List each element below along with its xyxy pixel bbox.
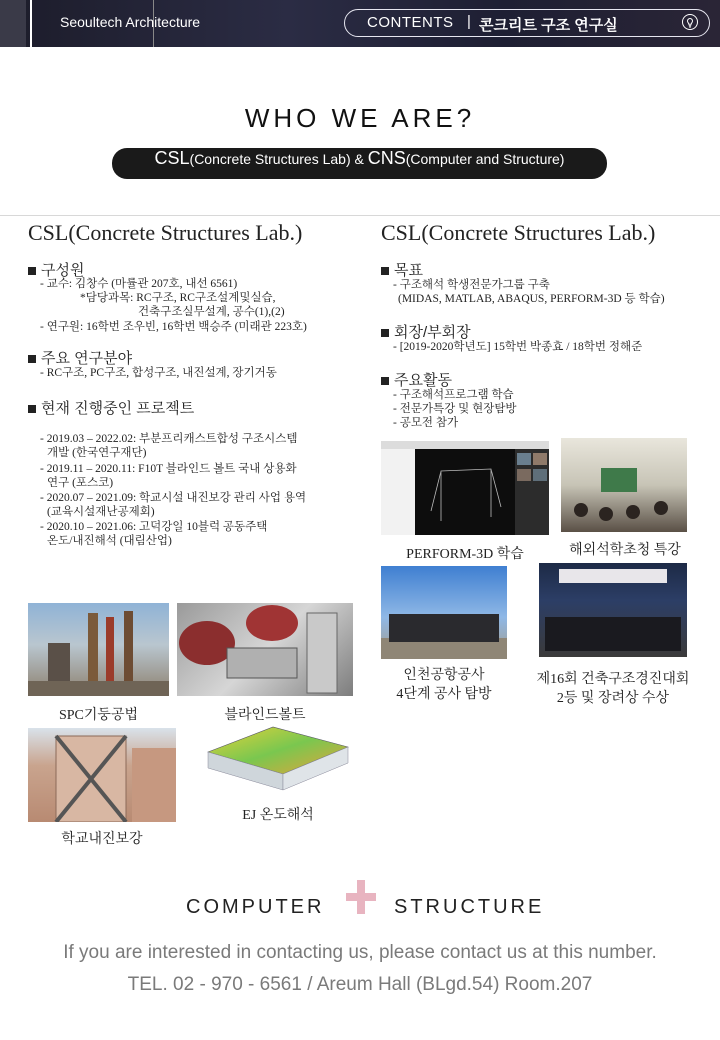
bullet-square-icon (381, 267, 389, 275)
member-line: *담당과목: RC구조, RC구조설계및실습, (80, 292, 276, 304)
software-window-icon (381, 441, 549, 535)
activities-heading (381, 369, 452, 390)
csl-label: CSL (154, 148, 190, 168)
leaders-heading (381, 321, 471, 342)
project-line: 온도/내진해석 (대림산업) (47, 535, 172, 547)
header-stripe (0, 0, 26, 47)
perform3d-screenshot (381, 441, 549, 535)
seminar-room-icon (561, 438, 687, 532)
projects-heading (28, 397, 194, 418)
activity-line: - 구조해석프로그램 학습 (393, 389, 514, 401)
award-ceremony-icon (539, 563, 687, 657)
project-line: (교육시설재난공제회) (47, 506, 155, 518)
blind-bolt-photo (177, 603, 353, 696)
photo-caption: 블라인드볼트 (224, 708, 306, 723)
cns-desc: (Computer and Structure) (405, 151, 565, 167)
footer-structure: STRUCTURE (394, 896, 545, 918)
bullet-square-icon (381, 329, 389, 337)
photo-caption: 4단계 공사 탐방 (396, 687, 492, 702)
goal-line: (MIDAS, MATLAB, ABAQUS, PERFORM-3D 등 학습) (398, 293, 665, 305)
incheon-airport-photo (381, 566, 507, 659)
photo-caption: PERFORM-3D 학습 (406, 547, 524, 562)
lightbulb-icon (681, 14, 699, 32)
goal-heading (381, 259, 423, 280)
leaders-heading-label: 회장/부회장 (394, 324, 471, 341)
bolt-test-icon (177, 603, 353, 696)
goal-heading-label: 목표 (394, 262, 423, 279)
photo-caption: 학교내진보강 (61, 832, 143, 847)
lecture-photo (561, 438, 687, 532)
brand-name[interactable]: Seoultech Architecture (60, 14, 201, 30)
building-brace-icon (28, 728, 176, 822)
contents-pill[interactable] (344, 9, 710, 37)
contact-text: If you are interested in contacting us, please contact us at this number. (63, 942, 657, 963)
research-heading-label: 주요 연구분야 (41, 350, 133, 367)
project-line: - 2020.10 – 2021.06: 고덕강일 10블럭 공동주택 (40, 521, 268, 533)
research-heading (28, 347, 132, 368)
activity-line: - 공모전 참가 (393, 417, 459, 429)
member-line: - 연구원: 16학번 조우빈, 16학번 백승주 (미래관 223호) (40, 321, 307, 333)
photo-caption: 해외석학초청 특강 (569, 543, 681, 558)
thermal-analysis-icon (203, 722, 353, 794)
photo-caption: 2등 및 장려상 수상 (556, 691, 670, 706)
contact-tel[interactable]: TEL. 02 - 970 - 6561 / Areum Hall (BLgd.54) Room.207 (127, 974, 593, 995)
contents-label: CONTENTS (367, 14, 454, 31)
cns-label: CNS (367, 148, 406, 168)
members-heading-label: 구성원 (41, 262, 85, 279)
school-retrofit-photo (28, 728, 176, 822)
right-title: CSL(Concrete Structures Lab.) (381, 220, 656, 245)
construction-site-icon (28, 603, 169, 696)
project-line: - 2019.03 – 2022.02: 부분프리캐스트합성 구조시스템 (40, 433, 298, 445)
subtitle-bar (112, 148, 607, 179)
leaders-line: - [2019-2020학년도] 15학번 박종효 / 18학번 정해준 (393, 341, 643, 353)
bullet-square-icon (28, 267, 36, 275)
project-line: 개발 (한국연구재단) (47, 447, 147, 459)
activity-line: - 전문가특강 및 현장탐방 (393, 403, 517, 415)
page-title: WHO WE ARE? (244, 103, 476, 133)
competition-photo (539, 563, 687, 657)
photo-caption: 인천공항공사 (403, 668, 485, 683)
header-divider (30, 0, 32, 47)
csl-desc: (Concrete Structures Lab) & (189, 151, 368, 167)
left-title: CSL(Concrete Structures Lab.) (28, 220, 303, 245)
contents-title: 콘크리트 구조 연구실 (479, 17, 618, 34)
activities-heading-label: 주요활동 (394, 372, 452, 389)
spc-column-photo (28, 603, 169, 696)
projects-heading-label: 현재 진행중인 프로젝트 (41, 400, 195, 417)
footer-computer: COMPUTER (186, 896, 325, 918)
contents-separator: | (467, 13, 471, 30)
member-line: 건축구조실무설계, 공수(1),(2) (138, 306, 285, 318)
project-line: 연구 (포스코) (47, 477, 114, 489)
photo-caption: EJ 온도해석 (242, 808, 314, 823)
bullet-square-icon (28, 405, 36, 413)
goal-line: - 구조해석 학생전문가그룹 구축 (393, 279, 550, 291)
ej-thermal-model (203, 722, 353, 794)
bullet-square-icon (28, 355, 36, 363)
plus-icon (346, 880, 376, 914)
photo-caption: 제16회 건축구조경진대회 (536, 672, 690, 687)
member-line: - 교수: 김창수 (마률관 207호, 내선 6561) (40, 278, 238, 290)
section-divider (0, 215, 720, 216)
group-photo-icon (381, 566, 507, 659)
research-line: - RC구조, PC구조, 합성구조, 내진설계, 장기거동 (40, 367, 277, 379)
bullet-square-icon (381, 377, 389, 385)
project-line: - 2020.07 – 2021.09: 학교시설 내진보강 관리 사업 용역 (40, 492, 307, 504)
header-bar (0, 0, 720, 47)
project-line: - 2019.11 – 2020.11: F10T 블라인드 볼트 국내 상용화 (40, 463, 297, 475)
photo-caption: SPC기둥공법 (58, 708, 138, 723)
